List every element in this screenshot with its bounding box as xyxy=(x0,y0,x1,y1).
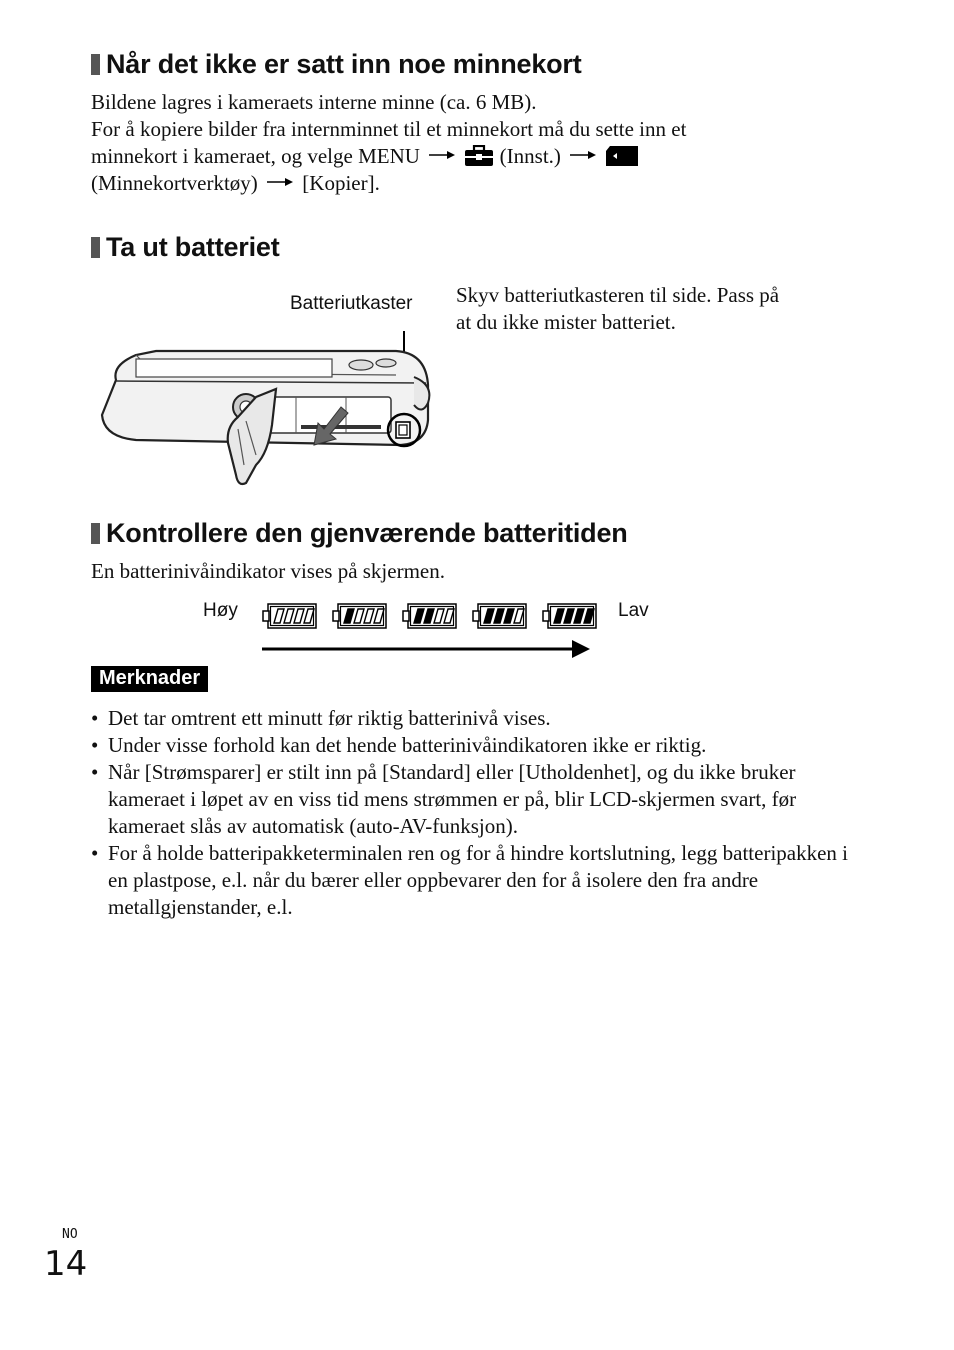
note-item: • Når [Strømsparer] er stilt inn på [Standard] eller [Utholdenhet], og du ikke bruker kameraet i løpet av en viss tid mens strømmen er på, blir LCD-skjermen svart, før kameraet slås av automatisk (auto-AV-funksjon). xyxy=(91,759,851,840)
right-arrow-icon xyxy=(570,150,596,160)
high-to-low-arrow xyxy=(262,638,592,660)
camera-battery-illustration xyxy=(96,325,436,490)
heading-marker-icon xyxy=(91,237,100,258)
section-heading-remove-battery: Ta ut batteriet xyxy=(91,232,280,263)
page-number: 14 xyxy=(44,1244,88,1284)
no-card-line-1: Bildene lagres i kameraets interne minne (ca. 6 MB). xyxy=(91,90,537,114)
battery-ejector-label: Batteriutkaster xyxy=(290,293,413,314)
no-card-paragraph xyxy=(91,89,851,197)
heading-marker-icon xyxy=(91,54,100,75)
battery-level-icon xyxy=(472,602,528,630)
toolbox-icon xyxy=(464,145,494,167)
notes-list xyxy=(91,705,851,921)
battery-level-icon xyxy=(262,602,318,630)
note-item: • For å holde batteripakketerminalen ren og for å hindre kortslutning, legg batteripakken i en plastpose, e.l. når du bærer eller oppbevarer den for å isolere den fra andre metallgjenstander, e.l. xyxy=(91,840,851,921)
section-heading-check-battery: Kontrollere den gjenværende batteritiden xyxy=(91,518,628,549)
right-arrow-icon xyxy=(429,150,455,160)
no-card-line-4: (Minnekortverktøy) [Kopier]. xyxy=(91,171,380,195)
battery-level-indicators xyxy=(262,602,602,632)
battery-level-icon xyxy=(332,602,388,630)
remove-battery-text: Skyv batteriutkasteren til side. Pass på at du ikke mister batteriet. xyxy=(456,283,780,334)
memory-card-icon xyxy=(605,145,639,167)
battery-low-label: Lav xyxy=(618,600,649,621)
notes-badge: Merknader xyxy=(91,667,208,690)
section-heading-no-card: Når det ikke er satt inn noe minnekort xyxy=(91,49,582,80)
heading-marker-icon xyxy=(91,523,100,544)
no-card-line-2: For å kopiere bilder fra internminnet til et minnekort må du sette inn et xyxy=(91,117,687,141)
no-card-line-3: minnekort i kameraet, og velge MENU (Innst.) xyxy=(91,143,851,170)
battery-level-icon xyxy=(402,602,458,630)
right-arrow-icon xyxy=(267,177,293,187)
note-item: • Det tar omtrent ett minutt før riktig batterinivå vises. xyxy=(91,705,851,732)
note-item: • Under visse forhold kan det hende batterinivåindikatoren ikke er riktig. xyxy=(91,732,851,759)
battery-indicator-text: En batterinivåindikator vises på skjermen. xyxy=(91,559,445,583)
battery-high-label: Høy xyxy=(203,600,238,621)
battery-level-icon xyxy=(542,602,598,630)
language-code: NO xyxy=(62,1227,78,1242)
